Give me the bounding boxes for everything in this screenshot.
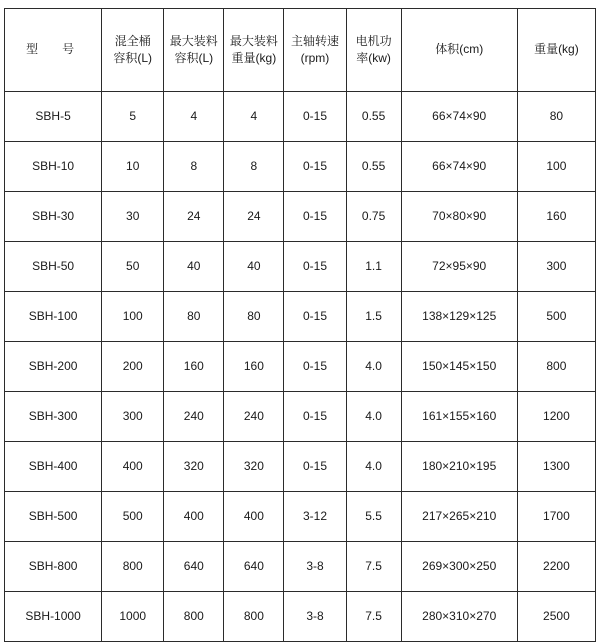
table-row [5,592,596,642]
table-cell: 0.55 [346,92,401,142]
table-cell: 8 [164,142,224,192]
column-header-line: 容积(L) [113,51,153,65]
table-cell: 161×155×160 [401,392,517,442]
column-header-line: 电机功 [355,33,392,48]
model-cell: SBH-400 [5,442,102,492]
table-cell: 400 [224,492,284,542]
table-cell: 7.5 [346,542,401,592]
table-cell: 4 [224,92,284,142]
table-body [5,9,596,642]
table-row [5,542,596,592]
table-cell: 800 [224,592,284,642]
table-cell: 3-8 [284,542,346,592]
model-cell: SBH-500 [5,492,102,542]
column-header [517,9,595,92]
column-header-line: 重量(kg) [231,51,277,65]
table-header-row [5,9,596,92]
column-header [102,9,164,92]
table-cell: 80 [224,292,284,342]
table-cell: 0.75 [346,192,401,242]
table-cell: 4.0 [346,442,401,492]
table-row [5,192,596,242]
table-cell: 70×80×90 [401,192,517,242]
table-cell: 500 [517,292,595,342]
column-header-line: 型 号 [26,42,81,57]
table-cell: 400 [164,492,224,542]
table-cell: 0-15 [284,142,346,192]
table-cell: 72×95×90 [401,242,517,292]
column-header-line: 最大装料 [169,33,218,48]
model-cell: SBH-800 [5,542,102,592]
table-cell: 400 [102,442,164,492]
model-cell: SBH-200 [5,342,102,392]
table-cell: 180×210×195 [401,442,517,492]
table-row [5,392,596,442]
table-cell: 0-15 [284,92,346,142]
table-cell: 0-15 [284,442,346,492]
table-row [5,292,596,342]
table-cell: 160 [224,342,284,392]
table-cell: 200 [102,342,164,392]
table-cell: 66×74×90 [401,92,517,142]
table-cell: 1700 [517,492,595,542]
table-cell: 4.0 [346,392,401,442]
table-cell: 500 [102,492,164,542]
column-header-line: (rpm) [300,51,330,65]
table-cell: 300 [517,242,595,292]
table-cell: 269×300×250 [401,542,517,592]
table-row [5,492,596,542]
column-header-line: 混全桶 [114,33,151,48]
table-cell: 160 [517,192,595,242]
column-header [401,9,517,92]
table-cell: 640 [224,542,284,592]
table-cell: 2200 [517,542,595,592]
table-row [5,342,596,392]
model-cell: SBH-10 [5,142,102,192]
table-cell: 280×310×270 [401,592,517,642]
table-cell: 1200 [517,392,595,442]
column-header [5,9,102,92]
table-cell: 640 [164,542,224,592]
column-header-line: 体积(cm) [435,42,484,57]
column-header-line: 主轴转速 [290,33,339,48]
table-cell: 300 [102,392,164,442]
table-cell: 800 [164,592,224,642]
column-header-line: 率(kw) [356,51,391,65]
table-cell: 138×129×125 [401,292,517,342]
table-cell: 10 [102,142,164,192]
column-header [164,9,224,92]
table-cell: 1.5 [346,292,401,342]
table-cell: 1.1 [346,242,401,292]
table-cell: 50 [102,242,164,292]
table-cell: 4.0 [346,342,401,392]
table-cell: 320 [224,442,284,492]
model-cell: SBH-300 [5,392,102,442]
table-cell: 0-15 [284,392,346,442]
table-cell: 150×145×150 [401,342,517,392]
table-cell: 80 [517,92,595,142]
model-cell: SBH-1000 [5,592,102,642]
table-cell: 8 [224,142,284,192]
table-cell: 24 [224,192,284,242]
table-cell: 1300 [517,442,595,492]
table-cell: 5 [102,92,164,142]
table-cell: 100 [517,142,595,192]
table-cell: 3-8 [284,592,346,642]
table-cell: 100 [102,292,164,342]
column-header [224,9,284,92]
model-cell: SBH-30 [5,192,102,242]
table-cell: 0-15 [284,342,346,392]
table-cell: 800 [102,542,164,592]
table-row [5,242,596,292]
table-row [5,142,596,192]
table-cell: 30 [102,192,164,242]
column-header-line: 重量(kg) [534,42,579,57]
table-cell: 5.5 [346,492,401,542]
table-cell: 0-15 [284,242,346,292]
table-cell: 0-15 [284,292,346,342]
table-cell: 24 [164,192,224,242]
column-header-line: 容积(L) [174,51,214,65]
table-cell: 40 [164,242,224,292]
specification-table [4,8,596,642]
table-cell: 66×74×90 [401,142,517,192]
table-cell: 40 [224,242,284,292]
model-cell: SBH-50 [5,242,102,292]
table-cell: 80 [164,292,224,342]
table-cell: 240 [164,392,224,442]
table-row [5,442,596,492]
table-cell: 2500 [517,592,595,642]
table-cell: 0-15 [284,192,346,242]
table-cell: 160 [164,342,224,392]
table-cell: 1000 [102,592,164,642]
table-cell: 3-12 [284,492,346,542]
model-cell: SBH-100 [5,292,102,342]
column-header [284,9,346,92]
table-cell: 4 [164,92,224,142]
table-row [5,92,596,142]
table-cell: 240 [224,392,284,442]
table-cell: 7.5 [346,592,401,642]
table-cell: 217×265×210 [401,492,517,542]
column-header-line: 最大装料 [229,33,278,48]
table-cell: 0.55 [346,142,401,192]
table-cell: 320 [164,442,224,492]
model-cell: SBH-5 [5,92,102,142]
table-cell: 800 [517,342,595,392]
column-header [346,9,401,92]
